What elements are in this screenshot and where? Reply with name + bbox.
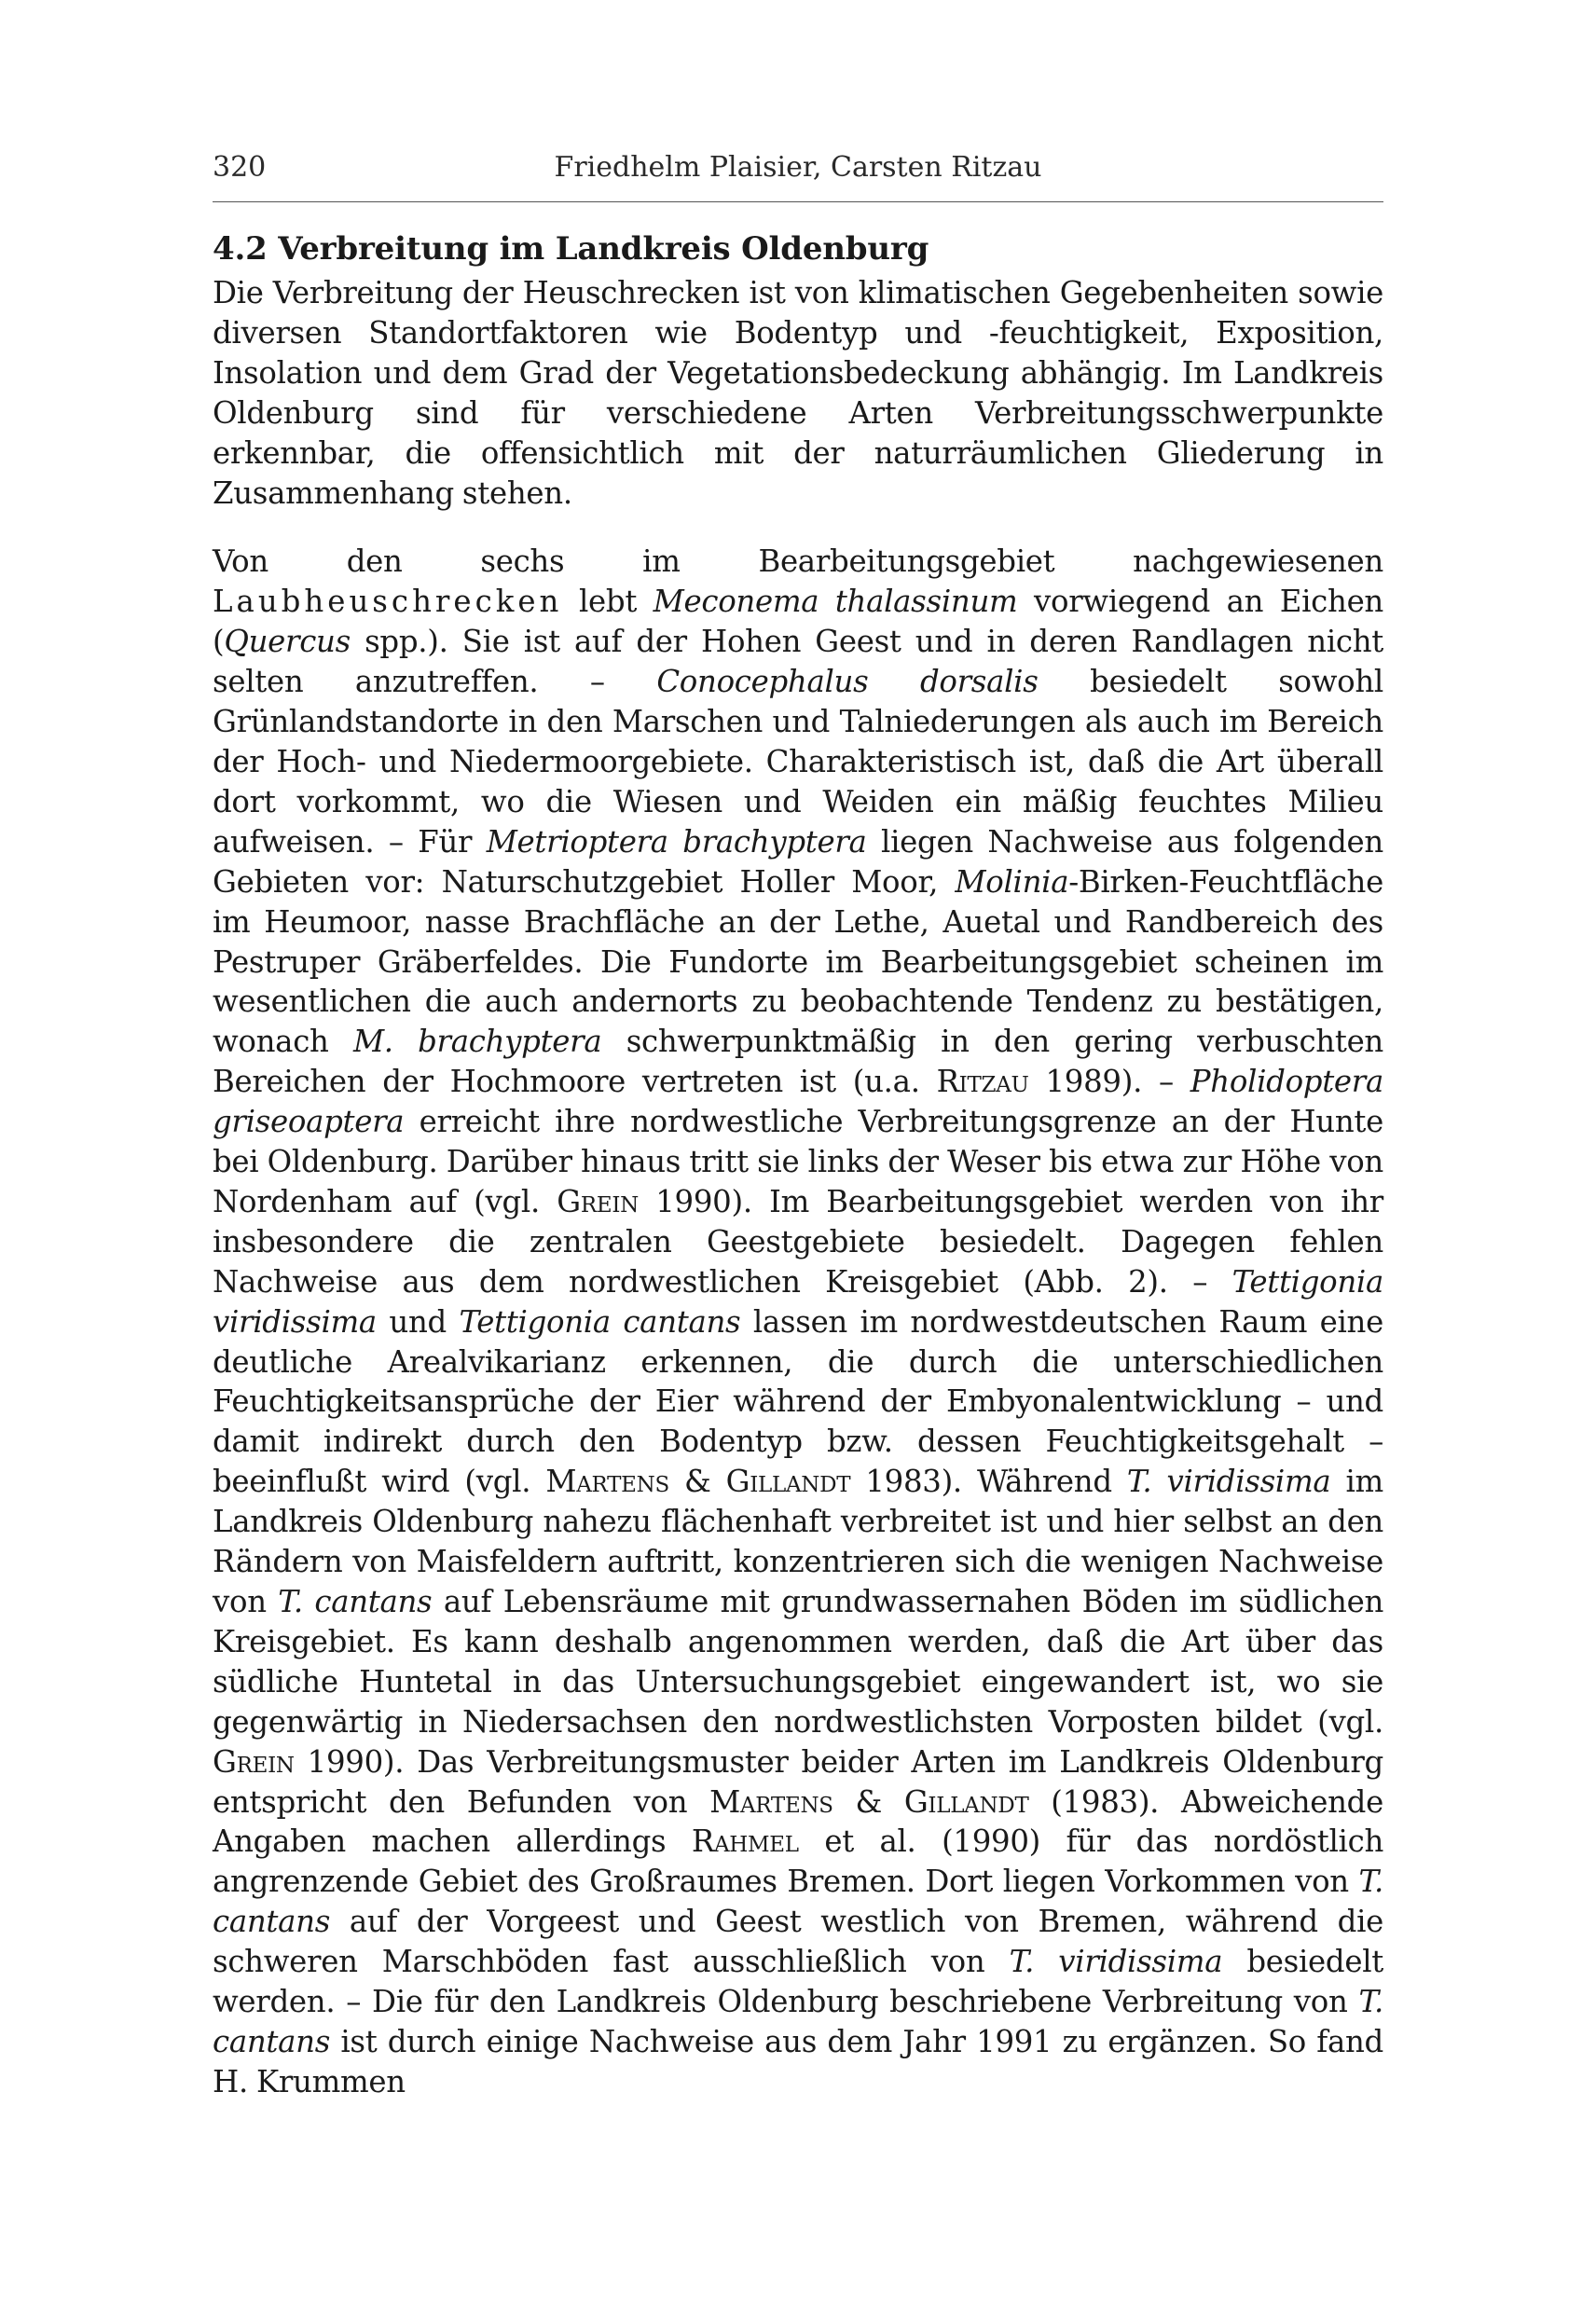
author-citation: Martens [545, 1464, 669, 1500]
italic-term: Tettigonia cantans [459, 1303, 741, 1340]
italic-term: M. brachyptera [352, 1024, 602, 1060]
text-run: auf der Vorgeest und Geest westlich von Bremen, während die schweren Marschböden fast ausschließlich von [213, 1904, 1383, 1980]
text-run: besiedelt werden. – Die für den Landkreis Oldenburg beschriebene Verbreitung von [213, 1944, 1383, 2020]
header-rule [213, 201, 1383, 202]
text-run: im Landkreis Oldenburg nahezu flächenhaft verbreitet ist und hier selbst an den Rändern von Maisfeldern auftritt, konzentrieren sich die wenigen Nachweise von [213, 1464, 1383, 1619]
italic-term: Quercus [224, 624, 351, 660]
text-run: lebt [562, 584, 654, 620]
text-run: ist durch einige Nachweise aus dem Jahr 1991 zu ergänzen. So fand H. Krummen [213, 2023, 1383, 2099]
text-run: 1990). Das Verbreitungsmuster beider Arten im Landkreis Oldenburg entspricht den Befunden von [213, 1743, 1383, 1820]
italic-term: Pholidoptera griseoaptera [213, 1064, 1383, 1140]
text-run: -Birken-Feuchtfläche im Heumoor, nasse Brachfläche an der Lethe, Auetal und Randbereich des Pestruper Gräberfeldes. Die Fundorte im Bearbeitungsgebiet scheinen im wesentlichen die auch andernorts zu beobachtende Tendenz zu bestätigen, wonach [213, 863, 1383, 1060]
author-citation: Gillandt [725, 1464, 851, 1500]
paragraph [213, 542, 1383, 2101]
text-run: lassen im nordwestdeutschen Raum eine deutliche Arealvikarianz erkennen, die durch die unterschiedlichen Feuchtigkeitsansprüche der Eier während der Embyonalentwicklung – und damit indirekt durch den Bodentyp bzw. dessen Feuchtigkeitsgehalt – beeinflußt wird (vgl. [213, 1303, 1383, 1500]
section-heading: 4.2 Verbreitung im Landkreis Oldenburg [213, 230, 929, 268]
text-run: liegen Nachweise aus folgenden Gebieten vor: Naturschutzgebiet Holler Moor, [213, 823, 1383, 900]
paragraph [213, 273, 1383, 513]
author-citation: Grein [213, 1743, 295, 1780]
running-head-authors: Friedhelm Plaisier, Carsten Ritzau [554, 151, 1042, 184]
text-run: auf Lebensräume mit grundwassernahen Böden im südlichen Kreisgebiet. Es kann deshalb angenommen werden, daß die Art über das südliche Huntetal in das Untersuchungsgebiet eingewandert ist, wo sie gegenwärtig in Niedersachsen den nordwestlichsten Vorposten bildet (vgl. [213, 1584, 1384, 1740]
italic-term: T. viridissima [1009, 1944, 1223, 1980]
author-citation: Rahmel [691, 1823, 799, 1860]
author-citation: Ritzau [936, 1064, 1029, 1100]
text-run: & [668, 1464, 726, 1500]
spaced-term: Laubheuschrecken [213, 584, 563, 620]
text-run: und [376, 1303, 460, 1340]
italic-term: Meconema thalassinum [653, 584, 1018, 620]
italic-term: T. cantans [213, 1984, 1383, 2059]
text-run: Von den sechs im Bearbeitungsgebiet nachgewiesenen [213, 544, 1383, 580]
text-run: et al. (1990) für das nordöstlich angrenzende Gebiet des Großraumes Bremen. Dort liegen Vorkommen von [213, 1823, 1384, 1900]
author-citation: Grein [557, 1183, 639, 1219]
text-run: besiedelt sowohl Grünlandstandorte in den Marschen und Talniederungen als auch im Bereich der Hoch- und Niedermoorgebiete. Charakteristisch ist, daß die Art überall dort vorkommt, wo die Wiesen und Weiden ein mäßig feuchtes Milieu aufweisen. – Für [213, 664, 1383, 860]
text-run: erreicht ihre nordwestliche Verbreitungsgrenze an der Hunte bei Oldenburg. Darüber hinaus tritt sie links der Weser bis etwa zur Höhe von Nordenham auf (vgl. [213, 1104, 1383, 1219]
running-head [213, 147, 1383, 188]
text-run: Die Verbreitung der Heuschrecken ist von klimatischen Gegebenheiten sowie diversen Standortfaktoren wie Bodentyp und -feuchtigkeit, Exposition, Insolation und dem Grad der Vegetationsbedeckung abhängig. Im Landkreis Oldenburg sind für verschiedene Arten Verbreitungsschwerpunkte erkennbar, die offensichtlich mit der naturräumlichen Gliederung in Zusammenhang stehen. [213, 275, 1383, 511]
text-run: 1989). – [1028, 1064, 1190, 1100]
author-citation: Martens [709, 1783, 833, 1820]
italic-term: Tettigonia viridissima [213, 1263, 1383, 1340]
text-run: vorwiegend an Eichen ( [213, 584, 1383, 660]
body-text [213, 273, 1383, 2102]
text-run: schwerpunktmäßig in den gering verbuschten Bereichen der Hochmoore vertreten ist (u.a. [213, 1024, 1383, 1100]
italic-term: T. viridissima [1126, 1464, 1331, 1500]
document-page [213, 147, 1383, 2102]
text-run: 1983). Während [850, 1464, 1127, 1500]
text-run: (1983). Abweichende Angaben machen allerdings [213, 1783, 1383, 1860]
italic-term: Conocephalus dorsalis [656, 664, 1039, 700]
italic-term: Metrioptera brachyptera [486, 823, 867, 860]
text-run: & [832, 1783, 904, 1820]
italic-term: T. cantans [213, 1864, 1383, 1940]
text-run: spp.). Sie ist auf der Hohen Geest und in deren Randlagen nicht selten anzutreffen. – [213, 624, 1383, 700]
italic-term: T. cantans [278, 1584, 433, 1619]
author-citation: Gillandt [903, 1783, 1029, 1820]
italic-term: Molinia [955, 863, 1069, 900]
text-run: 1990). Im Bearbeitungsgebiet werden von ihr insbesondere die zentralen Geestgebiete besiedelt. Dagegen fehlen Nachweise aus dem nordwestlichen Kreisgebiet (Abb. 2). – [213, 1183, 1383, 1300]
page-number: 320 [213, 151, 267, 184]
